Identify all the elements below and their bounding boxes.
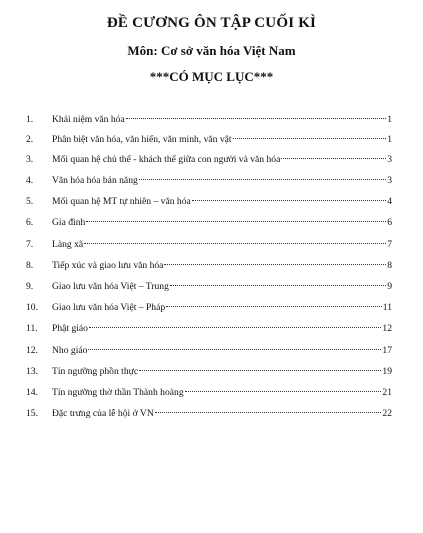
toc-entry [52, 194, 392, 210]
toc-row[interactable] [0, 321, 423, 337]
toc-row[interactable] [0, 279, 423, 295]
toc-title[interactable]: Giao lưu văn hóa Việt – Trung [52, 281, 169, 292]
toc-page-number: 6 [387, 217, 392, 228]
toc-page-number: 1 [387, 114, 392, 125]
toc-dot-leader [233, 138, 387, 139]
toc-title[interactable]: Giao lưu văn hóa Việt – Pháp [52, 302, 166, 313]
toc-number: 4. [26, 175, 34, 186]
toc-number: 7. [26, 239, 34, 250]
toc-number: 6. [26, 217, 34, 228]
toc-number: 12. [26, 345, 38, 356]
toc-number: 14. [26, 387, 38, 398]
toc-title[interactable]: Gia đình [52, 217, 86, 228]
toc-entry [52, 364, 392, 380]
toc-title[interactable]: Tín ngưỡng thờ thần Thành hoàng [52, 387, 184, 398]
toc-row[interactable] [0, 300, 423, 316]
toc-title[interactable]: Nho giáo [52, 345, 88, 356]
toc-dot-leader [281, 158, 386, 159]
toc-page-number: 11 [382, 302, 392, 313]
toc-row[interactable] [0, 132, 423, 148]
toc-row[interactable] [0, 152, 423, 168]
toc-row[interactable] [0, 215, 423, 231]
toc-title[interactable]: Tín ngưỡng phồn thực [52, 366, 139, 377]
toc-dot-leader [170, 285, 386, 286]
toc-title[interactable]: Văn hóa hóa bản năng [52, 175, 138, 186]
toc-title[interactable]: Phật giáo [52, 323, 88, 334]
toc-entry [52, 406, 392, 422]
toc-page-number: 4 [387, 196, 392, 207]
toc-row[interactable] [0, 112, 423, 128]
toc-dot-leader [192, 200, 386, 201]
toc-title[interactable]: Mối quan hệ MT tự nhiên – văn hóa [52, 196, 191, 207]
toc-page-number: 22 [382, 408, 392, 419]
toc-dot-leader [88, 349, 381, 350]
toc-entry [52, 173, 392, 189]
toc-row[interactable] [0, 237, 423, 253]
toc-dot-leader [164, 264, 386, 265]
toc-page-number: 21 [382, 387, 392, 398]
toc-row[interactable] [0, 194, 423, 210]
toc-page-number: 3 [387, 154, 392, 165]
toc-dot-leader [89, 327, 381, 328]
toc-entry [52, 300, 392, 316]
toc-number: 3. [26, 154, 34, 165]
toc-number: 15. [26, 408, 38, 419]
toc-dot-leader [84, 243, 386, 244]
toc-title[interactable]: Đặc trưng của lễ hội ở VN [52, 408, 154, 419]
toc-entry [52, 132, 392, 148]
toc-row[interactable] [0, 364, 423, 380]
toc-row[interactable] [0, 385, 423, 401]
toc-number: 1. [26, 114, 34, 125]
toc-title[interactable]: Làng xã [52, 239, 84, 250]
toc-dot-leader [185, 391, 382, 392]
toc-page-number: 1 [387, 134, 392, 145]
toc-page-number: 9 [387, 281, 392, 292]
toc-number: 8. [26, 260, 34, 271]
toc-page-number: 12 [382, 323, 392, 334]
toc-number: 13. [26, 366, 38, 377]
toc-entry [52, 279, 392, 295]
toc-number: 9. [26, 281, 34, 292]
toc-page-number: 3 [387, 175, 392, 186]
toc-entry [52, 343, 392, 359]
toc-row[interactable] [0, 258, 423, 274]
toc-entry [52, 321, 392, 337]
toc-page-number: 19 [382, 366, 392, 377]
toc-page-number: 7 [387, 239, 392, 250]
toc-number: 11. [26, 323, 38, 334]
toc-entry [52, 258, 392, 274]
toc-dot-leader [166, 306, 382, 307]
toc-title[interactable]: Mối quan hệ chủ thể - khách thể giữa con người và văn hóa [52, 154, 281, 165]
toc-row[interactable] [0, 173, 423, 189]
toc-dot-leader [139, 370, 381, 371]
toc-dot-leader [126, 118, 386, 119]
toc-number: 5. [26, 196, 34, 207]
toc-title[interactable]: Tiếp xúc và giao lưu văn hóa [52, 260, 164, 271]
toc-title[interactable]: Phân biệt văn hóa, văn hiến, văn minh, văn vật [52, 134, 232, 145]
document-title: ĐỀ CƯƠNG ÔN TẬP CUỐI KÌ [106, 15, 317, 31]
toc-entry [52, 112, 392, 128]
toc-entry [52, 385, 392, 401]
toc-page-number: 17 [382, 345, 392, 356]
toc-dot-leader [155, 412, 382, 413]
subject-line: Môn: Cơ sở văn hóa Việt Nam [127, 43, 296, 58]
toc-number: 2. [26, 134, 34, 145]
toc-dot-leader [86, 221, 386, 222]
toc-number: 10. [26, 302, 38, 313]
toc-note: ***CÓ MỤC LỤC*** [149, 69, 274, 84]
toc-dot-leader [139, 179, 386, 180]
toc-row[interactable] [0, 343, 423, 359]
toc-entry [52, 237, 392, 253]
toc-entry [52, 152, 392, 168]
toc-title[interactable]: Khái niệm văn hóa [52, 114, 125, 125]
toc-row[interactable] [0, 406, 423, 422]
toc-entry [52, 215, 392, 231]
toc-page-number: 8 [387, 260, 392, 271]
